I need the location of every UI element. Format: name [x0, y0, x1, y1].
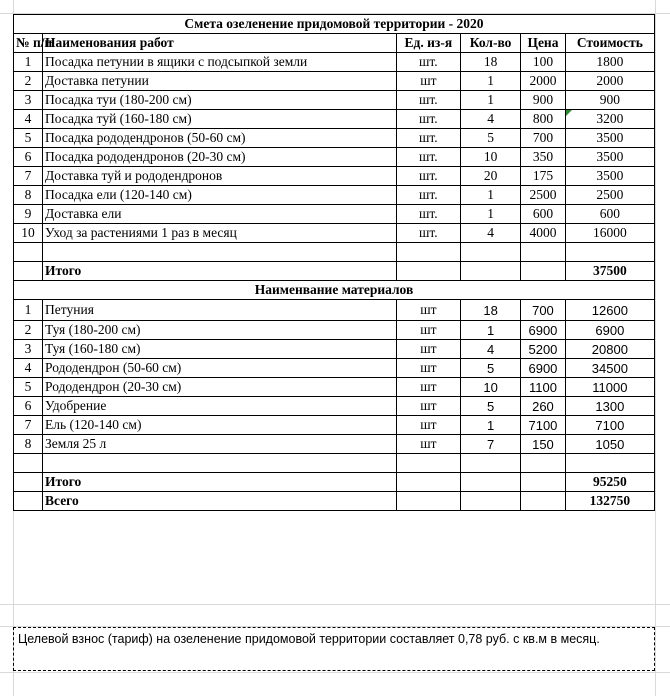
- row-unit-cell[interactable]: шт.: [396, 148, 460, 167]
- row-qty-cell[interactable]: 10: [461, 378, 521, 397]
- row-cost-cell[interactable]: 3200: [565, 110, 654, 129]
- row-price-cell[interactable]: 175: [521, 167, 566, 186]
- empty-cell[interactable]: [521, 454, 566, 473]
- row-price-cell[interactable]: 1100: [521, 378, 566, 397]
- empty-cell[interactable]: [14, 262, 43, 281]
- row-unit-cell[interactable]: шт.: [396, 110, 460, 129]
- grand-total-row-label[interactable]: Всего: [43, 492, 397, 511]
- materials-total-row-label[interactable]: Итого: [43, 473, 397, 492]
- grand-total-row-value[interactable]: 132750: [565, 492, 654, 511]
- table-row: [14, 416, 655, 435]
- gridline: [0, 672, 670, 673]
- row-num-cell[interactable]: 8: [14, 186, 43, 205]
- row-name-cell[interactable]: Рододендрон (20-30 см): [43, 378, 397, 397]
- empty-cell[interactable]: [565, 454, 654, 473]
- row-unit-cell[interactable]: шт.: [396, 224, 460, 243]
- empty-cell[interactable]: [14, 454, 43, 473]
- estimate-table: [13, 14, 655, 511]
- row-cost-cell[interactable]: 3500: [565, 148, 654, 167]
- row-price-cell[interactable]: 100: [521, 53, 566, 72]
- empty-cell[interactable]: [461, 492, 521, 511]
- gridline: [655, 0, 656, 696]
- row-qty-cell[interactable]: 1: [461, 205, 521, 224]
- row-num-cell[interactable]: 4: [14, 359, 43, 378]
- empty-cell[interactable]: [43, 243, 397, 262]
- materials-total-row-value[interactable]: 95250: [565, 473, 654, 492]
- row-cost-cell[interactable]: 12600: [565, 300, 654, 321]
- table-row: [14, 167, 655, 186]
- row-price-cell[interactable]: 700: [521, 129, 566, 148]
- table-row: [14, 72, 655, 91]
- table-row: [14, 129, 655, 148]
- title-row: [14, 15, 655, 34]
- materials-title-row: [14, 281, 655, 300]
- grand-total-row: [14, 492, 655, 511]
- row-unit-cell[interactable]: шт: [396, 435, 460, 454]
- row-unit-cell[interactable]: шт: [396, 300, 460, 321]
- row-num-cell[interactable]: 3: [14, 340, 43, 359]
- table-row: [14, 110, 655, 129]
- row-name-cell[interactable]: Доставка петунии: [43, 72, 397, 91]
- row-num-cell[interactable]: 6: [14, 397, 43, 416]
- row-num-cell[interactable]: 5: [14, 129, 43, 148]
- table-row: [14, 224, 655, 243]
- row-qty-cell[interactable]: 1: [461, 91, 521, 110]
- empty-cell[interactable]: [14, 492, 43, 511]
- row-name-cell[interactable]: Посадка рододендронов (50-60 см): [43, 129, 397, 148]
- row-name-cell[interactable]: Уход за растениями 1 раз в месяц: [43, 224, 397, 243]
- table-title[interactable]: Смета озеленение придомовой территории - 2020: [14, 15, 655, 34]
- row-name-cell[interactable]: Посадка ели (120-140 см): [43, 186, 397, 205]
- row-name-cell[interactable]: Посадка петунии в ящики с подсыпкой земли: [43, 53, 397, 72]
- row-price-cell[interactable]: 900: [521, 91, 566, 110]
- footnote-cell[interactable]: Целевой взнос (тариф) на озеленение придомовой территории составляет 0,78 руб. с кв.м в месяц.: [13, 627, 655, 671]
- works-total-row-label[interactable]: Итого: [43, 262, 397, 281]
- row-cost-cell[interactable]: 2000: [565, 72, 654, 91]
- row-num-cell[interactable]: 10: [14, 224, 43, 243]
- table-row: [14, 397, 655, 416]
- row-num-cell[interactable]: 5: [14, 378, 43, 397]
- empty-cell[interactable]: [396, 243, 460, 262]
- row-unit-cell[interactable]: шт: [396, 378, 460, 397]
- row-name-cell[interactable]: Туя (180-200 см): [43, 321, 397, 340]
- row-qty-cell[interactable]: 1: [461, 416, 521, 435]
- table-row: [14, 340, 655, 359]
- row-qty-cell[interactable]: 4: [461, 110, 521, 129]
- row-num-cell[interactable]: 7: [14, 416, 43, 435]
- row-name-cell[interactable]: Ель (120-140 см): [43, 416, 397, 435]
- row-num-cell[interactable]: 2: [14, 321, 43, 340]
- row-qty-cell[interactable]: 4: [461, 224, 521, 243]
- row-num-cell[interactable]: 1: [14, 300, 43, 321]
- row-price-cell[interactable]: 7100: [521, 416, 566, 435]
- row-unit-cell[interactable]: шт: [396, 397, 460, 416]
- materials-total-row: [14, 473, 655, 492]
- row-qty-cell[interactable]: 7: [461, 435, 521, 454]
- empty-cell[interactable]: [396, 262, 460, 281]
- row-cost-cell[interactable]: 7100: [565, 416, 654, 435]
- works-total-row-value[interactable]: 37500: [565, 262, 654, 281]
- row-num-cell[interactable]: 3: [14, 91, 43, 110]
- row-qty-cell[interactable]: 5: [461, 359, 521, 378]
- header-name[interactable]: Наименования работ: [43, 34, 397, 53]
- empty-cell[interactable]: [461, 262, 521, 281]
- empty-cell[interactable]: [461, 243, 521, 262]
- works-total-row: [14, 262, 655, 281]
- row-unit-cell[interactable]: шт.: [396, 167, 460, 186]
- row-price-cell[interactable]: 700: [521, 300, 566, 321]
- row-qty-cell[interactable]: 1: [461, 186, 521, 205]
- empty-cell[interactable]: [396, 492, 460, 511]
- row-qty-cell[interactable]: 4: [461, 340, 521, 359]
- table-row: [14, 205, 655, 224]
- row-name-cell[interactable]: Рододендрон (50-60 см): [43, 359, 397, 378]
- row-price-cell[interactable]: 4000: [521, 224, 566, 243]
- empty-cell[interactable]: [521, 492, 566, 511]
- blank-row: [14, 243, 655, 262]
- row-name-cell[interactable]: Доставка туй и рододендронов: [43, 167, 397, 186]
- empty-cell[interactable]: [521, 473, 566, 492]
- header-price[interactable]: Цена: [521, 34, 566, 53]
- table-row: [14, 435, 655, 454]
- row-name-cell[interactable]: Туя (160-180 см): [43, 340, 397, 359]
- empty-cell[interactable]: [521, 262, 566, 281]
- row-unit-cell[interactable]: шт.: [396, 53, 460, 72]
- header-num[interactable]: № п/п: [14, 34, 43, 53]
- row-price-cell[interactable]: 800: [521, 110, 566, 129]
- header-qty[interactable]: Кол-во: [461, 34, 521, 53]
- row-cost-cell[interactable]: 2500: [565, 186, 654, 205]
- row-cost-cell[interactable]: 1050: [565, 435, 654, 454]
- row-name-cell[interactable]: Посадка туи (180-200 см): [43, 91, 397, 110]
- row-cost-cell[interactable]: 11000: [565, 378, 654, 397]
- header-unit[interactable]: Ед. из-я: [396, 34, 460, 53]
- gridline: [0, 604, 670, 605]
- table-row: [14, 300, 655, 321]
- row-qty-cell[interactable]: 18: [461, 53, 521, 72]
- empty-cell[interactable]: [521, 243, 566, 262]
- row-name-cell[interactable]: Посадка туй (160-180 см): [43, 110, 397, 129]
- table-row: [14, 321, 655, 340]
- row-price-cell[interactable]: 2500: [521, 186, 566, 205]
- row-unit-cell[interactable]: шт: [396, 416, 460, 435]
- table-row: [14, 378, 655, 397]
- row-num-cell[interactable]: 2: [14, 72, 43, 91]
- row-num-cell[interactable]: 7: [14, 167, 43, 186]
- row-unit-cell[interactable]: шт: [396, 321, 460, 340]
- row-unit-cell[interactable]: шт: [396, 72, 460, 91]
- row-qty-cell[interactable]: 20: [461, 167, 521, 186]
- row-price-cell[interactable]: 150: [521, 435, 566, 454]
- empty-cell[interactable]: [43, 454, 397, 473]
- row-price-cell[interactable]: 6900: [521, 321, 566, 340]
- row-cost-cell[interactable]: 6900: [565, 321, 654, 340]
- row-cost-cell[interactable]: 16000: [565, 224, 654, 243]
- row-cost-cell[interactable]: 600: [565, 205, 654, 224]
- row-price-cell[interactable]: 260: [521, 397, 566, 416]
- empty-cell[interactable]: [565, 243, 654, 262]
- row-name-cell[interactable]: Посадка рододендронов (20-30 см): [43, 148, 397, 167]
- blank-row: [14, 454, 655, 473]
- row-price-cell[interactable]: 5200: [521, 340, 566, 359]
- row-unit-cell[interactable]: шт.: [396, 205, 460, 224]
- header-cost[interactable]: Стоимость: [565, 34, 654, 53]
- row-price-cell[interactable]: 350: [521, 148, 566, 167]
- row-num-cell[interactable]: 4: [14, 110, 43, 129]
- row-unit-cell[interactable]: шт: [396, 340, 460, 359]
- row-cost-cell[interactable]: 20800: [565, 340, 654, 359]
- row-unit-cell[interactable]: шт.: [396, 186, 460, 205]
- table-row: [14, 359, 655, 378]
- row-price-cell[interactable]: 600: [521, 205, 566, 224]
- row-qty-cell[interactable]: 5: [461, 397, 521, 416]
- row-cost-cell[interactable]: 1800: [565, 53, 654, 72]
- empty-cell[interactable]: [14, 243, 43, 262]
- row-unit-cell[interactable]: шт: [396, 359, 460, 378]
- row-price-cell[interactable]: 6900: [521, 359, 566, 378]
- row-num-cell[interactable]: 9: [14, 205, 43, 224]
- row-num-cell[interactable]: 1: [14, 53, 43, 72]
- row-unit-cell[interactable]: шт.: [396, 129, 460, 148]
- row-qty-cell[interactable]: 1: [461, 321, 521, 340]
- header-row: [14, 34, 655, 53]
- empty-cell[interactable]: [396, 454, 460, 473]
- row-price-cell[interactable]: 2000: [521, 72, 566, 91]
- table-row: [14, 186, 655, 205]
- row-qty-cell[interactable]: 18: [461, 300, 521, 321]
- row-name-cell[interactable]: Земля 25 л: [43, 435, 397, 454]
- row-cost-cell[interactable]: 3500: [565, 129, 654, 148]
- table-row: [14, 53, 655, 72]
- row-qty-cell[interactable]: 5: [461, 129, 521, 148]
- row-num-cell[interactable]: 6: [14, 148, 43, 167]
- empty-cell[interactable]: [14, 473, 43, 492]
- row-cost-cell[interactable]: 1300: [565, 397, 654, 416]
- row-cost-cell[interactable]: 900: [565, 91, 654, 110]
- row-name-cell[interactable]: Доставка ели: [43, 205, 397, 224]
- empty-cell[interactable]: [461, 454, 521, 473]
- row-name-cell[interactable]: Петуния: [43, 300, 397, 321]
- row-cost-cell[interactable]: 34500: [565, 359, 654, 378]
- materials-title[interactable]: Наименвание материалов: [14, 281, 655, 300]
- row-qty-cell[interactable]: 1: [461, 72, 521, 91]
- row-num-cell[interactable]: 8: [14, 435, 43, 454]
- row-name-cell[interactable]: Удобрение: [43, 397, 397, 416]
- table-row: [14, 91, 655, 110]
- row-cost-cell[interactable]: 3500: [565, 167, 654, 186]
- table-row: [14, 148, 655, 167]
- empty-cell[interactable]: [396, 473, 460, 492]
- row-qty-cell[interactable]: 10: [461, 148, 521, 167]
- empty-cell[interactable]: [461, 473, 521, 492]
- row-unit-cell[interactable]: шт.: [396, 91, 460, 110]
